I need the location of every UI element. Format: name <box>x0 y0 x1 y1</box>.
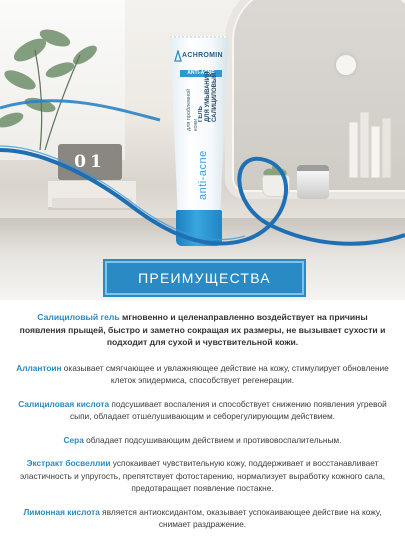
ingredient-name: Салициловая кислота <box>18 398 110 409</box>
ingredient-paragraph <box>16 506 389 531</box>
ingredient-text: обладает подсушивающим действием и противовоспалительным. <box>83 434 342 445</box>
ingredient-paragraph <box>16 362 389 387</box>
ingredient-text: успокаивает чувствительную кожу, поддерживает и восстанавливает эластичность и упругость, препятствует фотостарению, нормализует выработку кожного сала, предотвращает появление постакне. <box>19 458 386 493</box>
ingredient-name: Экстракт босвеллии <box>26 458 111 468</box>
advantages-heading: ПРЕИМУЩЕСТВА <box>105 261 304 295</box>
product-skin-line2: кожи <box>193 118 199 131</box>
ingredient-text: является антиоксидантом, оказывает успокаивающее действие на кожу, снимает раздражение. <box>99 506 382 529</box>
calendar-decor: 01 <box>58 144 122 180</box>
advantages-content <box>16 311 389 542</box>
product-name-line1: ГЕЛЬ <box>198 106 204 122</box>
product-name-line2: ДЛЯ УМЫВАНИЯ <box>205 71 211 122</box>
ingredient-name: Сера <box>63 434 84 445</box>
intro-paragraph <box>16 311 389 349</box>
intro-text: мгновенно и целенаправленно воздействует на причины появления прыщей, быстро и заметно сокращая их размеры, не вызывает сухости и подходит для сухой и чувствительной кожи. <box>19 312 386 347</box>
ingredient-paragraph <box>16 434 389 447</box>
intro-highlight: Салициловый гель <box>37 312 120 322</box>
ingredient-text: подсушивает воспаления и способствует снижению появления угревой сыпи, обладает отшелушивающим и себорегулирующим действием. <box>69 398 387 421</box>
product-line-tag: ANTI-ACNE <box>180 70 222 77</box>
ingredient-text: оказывает смягчающее и увлажняющее действие на кожу, стимулирует обновление клеток эпидермиса, способствует регенерации. <box>61 362 389 385</box>
product-skin-line1: для проблемной <box>186 88 192 131</box>
product-name-line3: САЛИЦИЛОВЫЙ <box>212 72 218 122</box>
ingredient-name: Аллантоин <box>16 362 62 373</box>
ingredient-name: Лимонная кислота <box>23 506 100 517</box>
ingredient-paragraph <box>16 457 389 495</box>
product-series-text: anti-acne <box>197 150 209 200</box>
product-brand: ACHROMIN <box>182 52 223 59</box>
ingredient-paragraph <box>16 398 389 423</box>
